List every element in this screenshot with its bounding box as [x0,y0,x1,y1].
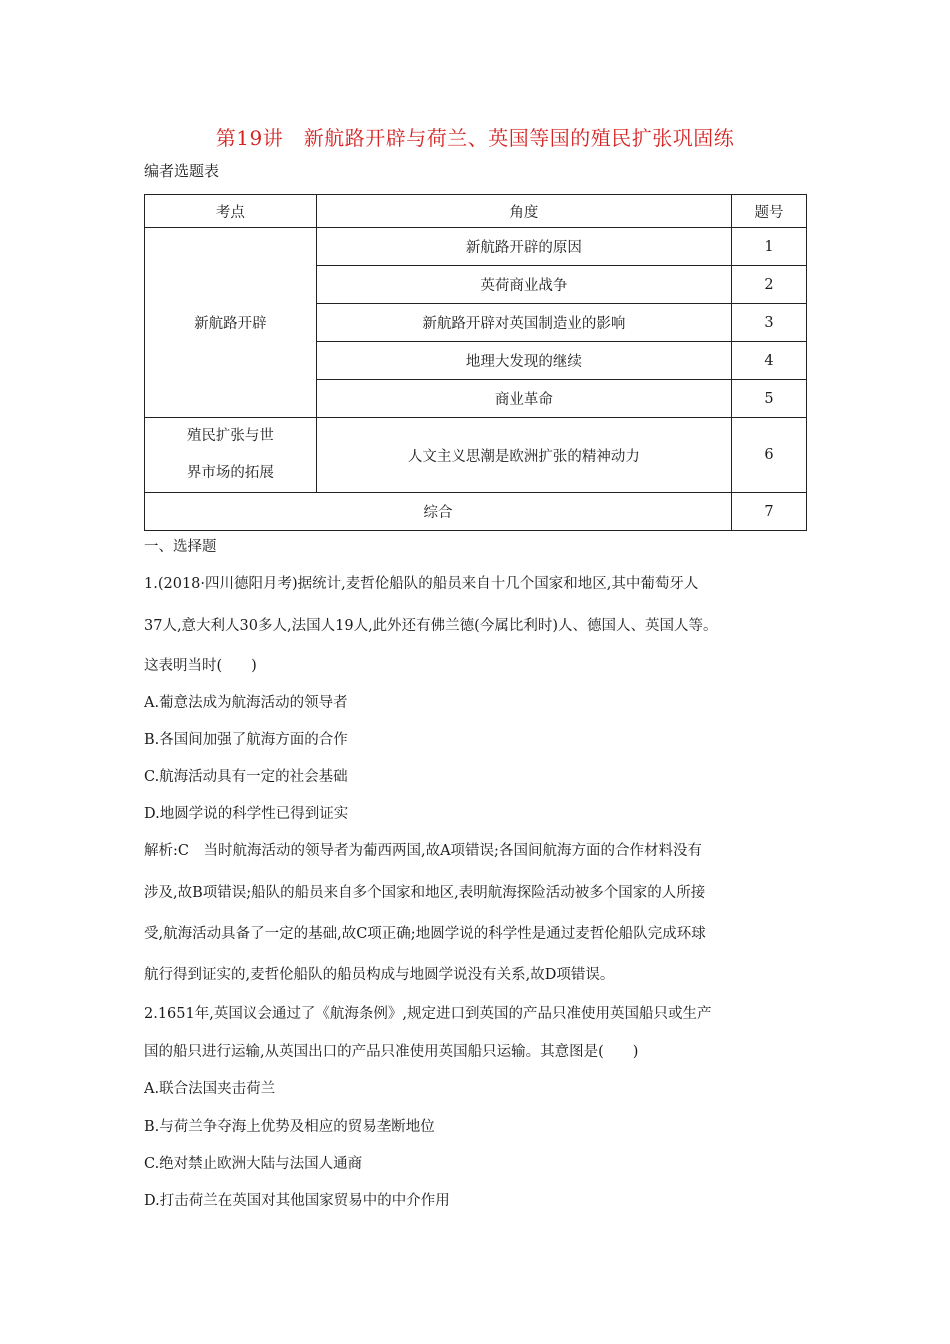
question-2-option-c: C.绝对禁止欧洲大陆与法国人通商 [144,1156,363,1172]
topic-cell [145,418,317,493]
table-row [145,493,807,531]
question-2-text: 2.1651年,英国议会通过了《航海条例》,规定进口到英国的产品只准使用英国船只或生产 [144,1006,712,1022]
number-cell: 3 [732,304,807,342]
header-angle: 角度 [316,195,731,228]
angle-cell: 人文主义思潮是欧洲扩张的精神动力 [316,418,731,493]
page-title: 第19讲 新航路开辟与荷兰、英国等国的殖民扩张巩固练 [215,126,735,150]
question-1-text: 1.(2018·四川德阳月考)据统计,麦哲伦船队的船员来自十几个国家和地区,其中葡萄牙人 [144,576,699,592]
question-1-option-c: C.航海活动具有一定的社会基础 [144,769,348,785]
question-1-analysis: 受,航海活动具备了一定的基础,故C项正确;地圆学说的科学性是通过麦哲伦船队完成环球 [144,926,706,942]
topic-line: 界市场的拓展 [186,465,274,481]
number-cell: 5 [732,380,807,418]
topic-table [144,194,807,531]
angle-cell: 英荷商业战争 [316,266,731,304]
topic-cell: 新航路开辟 [145,228,317,418]
question-1-option-b: B.各国间加强了航海方面的合作 [144,732,348,748]
question-2-option-a: A.联合法国夹击荷兰 [144,1081,276,1097]
table-row [145,418,807,493]
question-1-text: 37人,意大利人30多人,法国人19人,此外还有佛兰德(今属比利时)人、德国人、英国人等。 [144,618,718,634]
section-heading: 一、选择题 [144,539,217,555]
angle-cell: 地理大发现的继续 [316,342,731,380]
header-topic: 考点 [145,195,317,228]
number-cell: 4 [732,342,807,380]
question-1-analysis: 解析:C 当时航海活动的领导者为葡西两国,故A项错误;各国间航海方面的合作材料没有 [144,843,702,859]
number-cell: 2 [732,266,807,304]
header-number: 题号 [732,195,807,228]
summary-cell: 综合 [145,493,732,531]
question-1-option-a: A.葡意法成为航海活动的领导者 [144,695,348,711]
angle-cell: 新航路开辟对英国制造业的影响 [316,304,731,342]
table-row [145,228,807,266]
question-1-option-d: D.地圆学说的科学性已得到证实 [144,806,349,822]
number-cell: 7 [732,493,807,531]
angle-cell: 新航路开辟的原因 [316,228,731,266]
number-cell: 6 [732,418,807,493]
question-1-analysis: 涉及,故B项错误;船队的船员来自多个国家和地区,表明航海探险活动被多个国家的人所接 [144,885,706,901]
table-caption: 编者选题表 [144,162,220,180]
table-header-row [145,195,807,228]
number-cell: 1 [732,228,807,266]
angle-cell: 商业革命 [316,380,731,418]
topic-line: 殖民扩张与世 [186,428,274,444]
question-2-text: 国的船只进行运输,从英国出口的产品只准使用英国船只运输。其意图是( ) [144,1044,639,1060]
question-2-option-d: D.打击荷兰在英国对其他国家贸易中的中介作用 [144,1193,450,1209]
question-1-text: 这表明当时( ) [144,658,257,674]
question-2-option-b: B.与荷兰争夺海上优势及相应的贸易垄断地位 [144,1119,435,1135]
question-1-analysis: 航行得到证实的,麦哲伦船队的船员构成与地圆学说没有关系,故D项错误。 [144,967,615,983]
